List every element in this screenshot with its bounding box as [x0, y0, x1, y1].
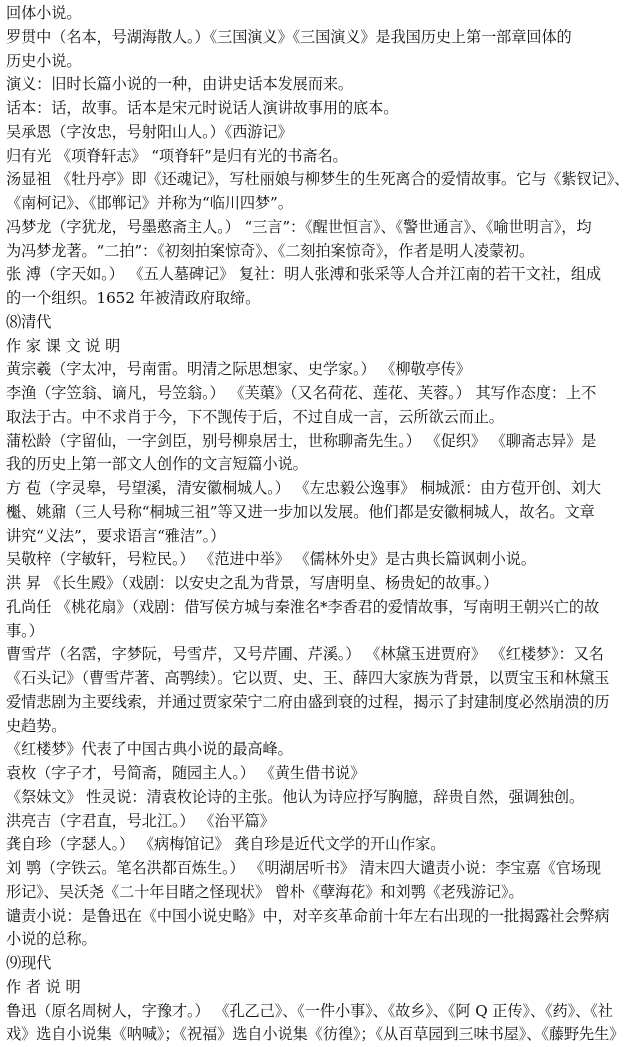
text-line: 龚自珍（字瑟人。） 《病梅馆记》 龚自珍是近代文学的开山作家。 — [6, 835, 446, 854]
text-line: 刘 鹗（字铁云。笔名洪都百炼生。） 《明湖居听书》 清末四大谴责小说：李宝嘉《官场现 — [6, 859, 601, 877]
text-line: 汤显祖 《牡丹亭》即《还魂记》，写杜丽娘与柳梦生的生死离合的爱情故事。它与《紫钗记》、 — [6, 170, 630, 189]
text-line: ⑼现代 — [6, 954, 52, 972]
text-line: 事。） — [6, 621, 44, 640]
text-line: 小说的总称。 — [6, 930, 97, 949]
text-line: 洪亮吉（字君直，号北江。） 《治平篇》 — [6, 811, 275, 830]
text-line: 《祭妹文》 性灵说：清袁枚论诗的主张。他认为诗应抒写胸臆，辞贵自然，强调独创。 — [6, 787, 585, 806]
text-line: 为冯梦龙著。“二拍”：《初刻拍案惊奇》、《二刻拍案惊奇》，作者是明人凌蒙初。 — [6, 241, 535, 260]
text-line: 作 家 课 文 说 明 — [6, 336, 121, 355]
text-line: 戏》选自小说集《呐喊》；《祝福》选自小说集《彷徨》；《从百草园到三味书屋》、《藤野先生》 — [6, 1025, 625, 1044]
text-line: 形记》、吴沃尧《二十年目睹之怪现状》 曾朴《孽海花》和刘鹗《老残游记》。 — [6, 882, 524, 901]
text-line: 吴敬梓（字敏轩，号粒民。） 《范进中举》 《儒林外史》是古典长篇讽刺小说。 — [6, 550, 536, 569]
text-line: 吴承恩（字汝忠，号射阳山人。）《西游记》 — [6, 122, 293, 141]
text-line: 洪 昇 《长生殿》（戏剧：以安史之乱为背景，写唐明皇、杨贵妃的故事。） — [6, 574, 499, 592]
text-line: 归有光 《项脊轩志》 “项脊轩”是归有光的书斋名。 — [6, 146, 348, 165]
text-line: 我的历史上第一部文人创作的文言短篇小说。 — [6, 455, 308, 474]
text-line: 《石头记》（曹雪芹著、高鹗续）。它以贾、史、王、薛四大家族为背景，以贾宝玉和林黛玉 — [6, 669, 610, 687]
text-line: 曹雪芹（名霑，字梦阮，号雪芹，又号芹圃、芹溪。） 《林黛玉进贾府》 《红楼梦》：又名 — [6, 645, 604, 664]
text-line: 罗贯中（名本，号湖海散人。）《三国演义》《三国演义》是我国历史上第一部章回体的 — [6, 27, 572, 46]
text-line: 《红楼梦》代表了中国古典小说的最高峰。 — [6, 740, 293, 759]
text-line: 谴责小说：是鲁迅在《中国小说史略》中，对辛亥革命前十年左右出现的一批揭露社会弊病 — [6, 906, 610, 925]
text-line: 方 苞（字灵皋，号望溪，清安徽桐城人。） 《左忠毅公逸事》 桐城派：由方苞开创、刘大 — [6, 479, 601, 497]
text-line: 取法于古。中不求肖于今，下不觊传于后，不过自成一言，云所欲云而止。 — [6, 407, 504, 426]
text-line: 回体小说。 — [6, 4, 82, 22]
text-line: 孔尚任 《桃花扇》（戏剧：借写侯方城与秦淮名*李香君的爱情故事，写南明王朝兴亡的故 — [6, 597, 600, 616]
text-line: 袁枚（字子才，号简斋，随园主人。） 《黄生借书说》 — [6, 764, 366, 782]
text-line: 的一个组织。1652 年被清政府取缔。 — [6, 289, 261, 307]
text-line: 历史小说。 — [6, 51, 82, 70]
text-line: 史趋势。 — [6, 716, 67, 735]
text-line: 演义：旧时长篇小说的一种，由讲史话本发展而来。 — [6, 75, 354, 94]
text-line: 冯梦龙（字犹龙，号墨憨斋主人。） “三言”：《醒世恒言》、《警世通言》、《喻世明言》，均 — [6, 217, 592, 236]
text-line: 《南柯记》、《邯郸记》并称为“临川四梦”。 — [6, 194, 293, 212]
text-line: ⑻清代 — [6, 312, 52, 331]
text-line: 鲁迅（原名周树人，字豫才。） 《孔乙己》、《一件小事》、《故乡》、《阿 Q 正传》、《药》、《社 — [6, 1001, 613, 1020]
text-line: 櫆、姚鼐（三人号称“桐城三祖”等又进一步加以发展。他们都是安徽桐城人，故名。文章 — [6, 502, 595, 521]
text-line: 黄宗羲（字太冲，号南雷。明清之际思想家、史学家。） 《柳敬亭传》 — [6, 360, 471, 379]
text-line: 爱情悲剧为主要线索，并通过贾家荣宁二府由盛到衰的过程，揭示了封建制度必然崩溃的历 — [6, 692, 610, 711]
text-line: 张 溥（字天如。） 《五人墓碑记》 复社：明人张溥和张采等人合并江南的若干文社，组成 — [6, 265, 601, 284]
text-line: 作 者 说 明 — [6, 977, 81, 996]
text-line: 话本：话，故事。话本是宋元时说话人演讲故事用的底本。 — [6, 99, 399, 117]
text-line: 李渔（字笠翁、谪凡，号笠翁。） 《芙蕖》（又名荷花、莲花、芙蓉。） 其写作态度：上不 — [6, 384, 597, 402]
text-line: 蒲松龄（字留仙，一字剑臣，别号柳泉居士，世称聊斋先生。） 《促织》 《聊斋志异》是 — [6, 431, 597, 450]
text-line: 讲究“义法”，要求语言“雅洁”。） — [6, 526, 226, 545]
